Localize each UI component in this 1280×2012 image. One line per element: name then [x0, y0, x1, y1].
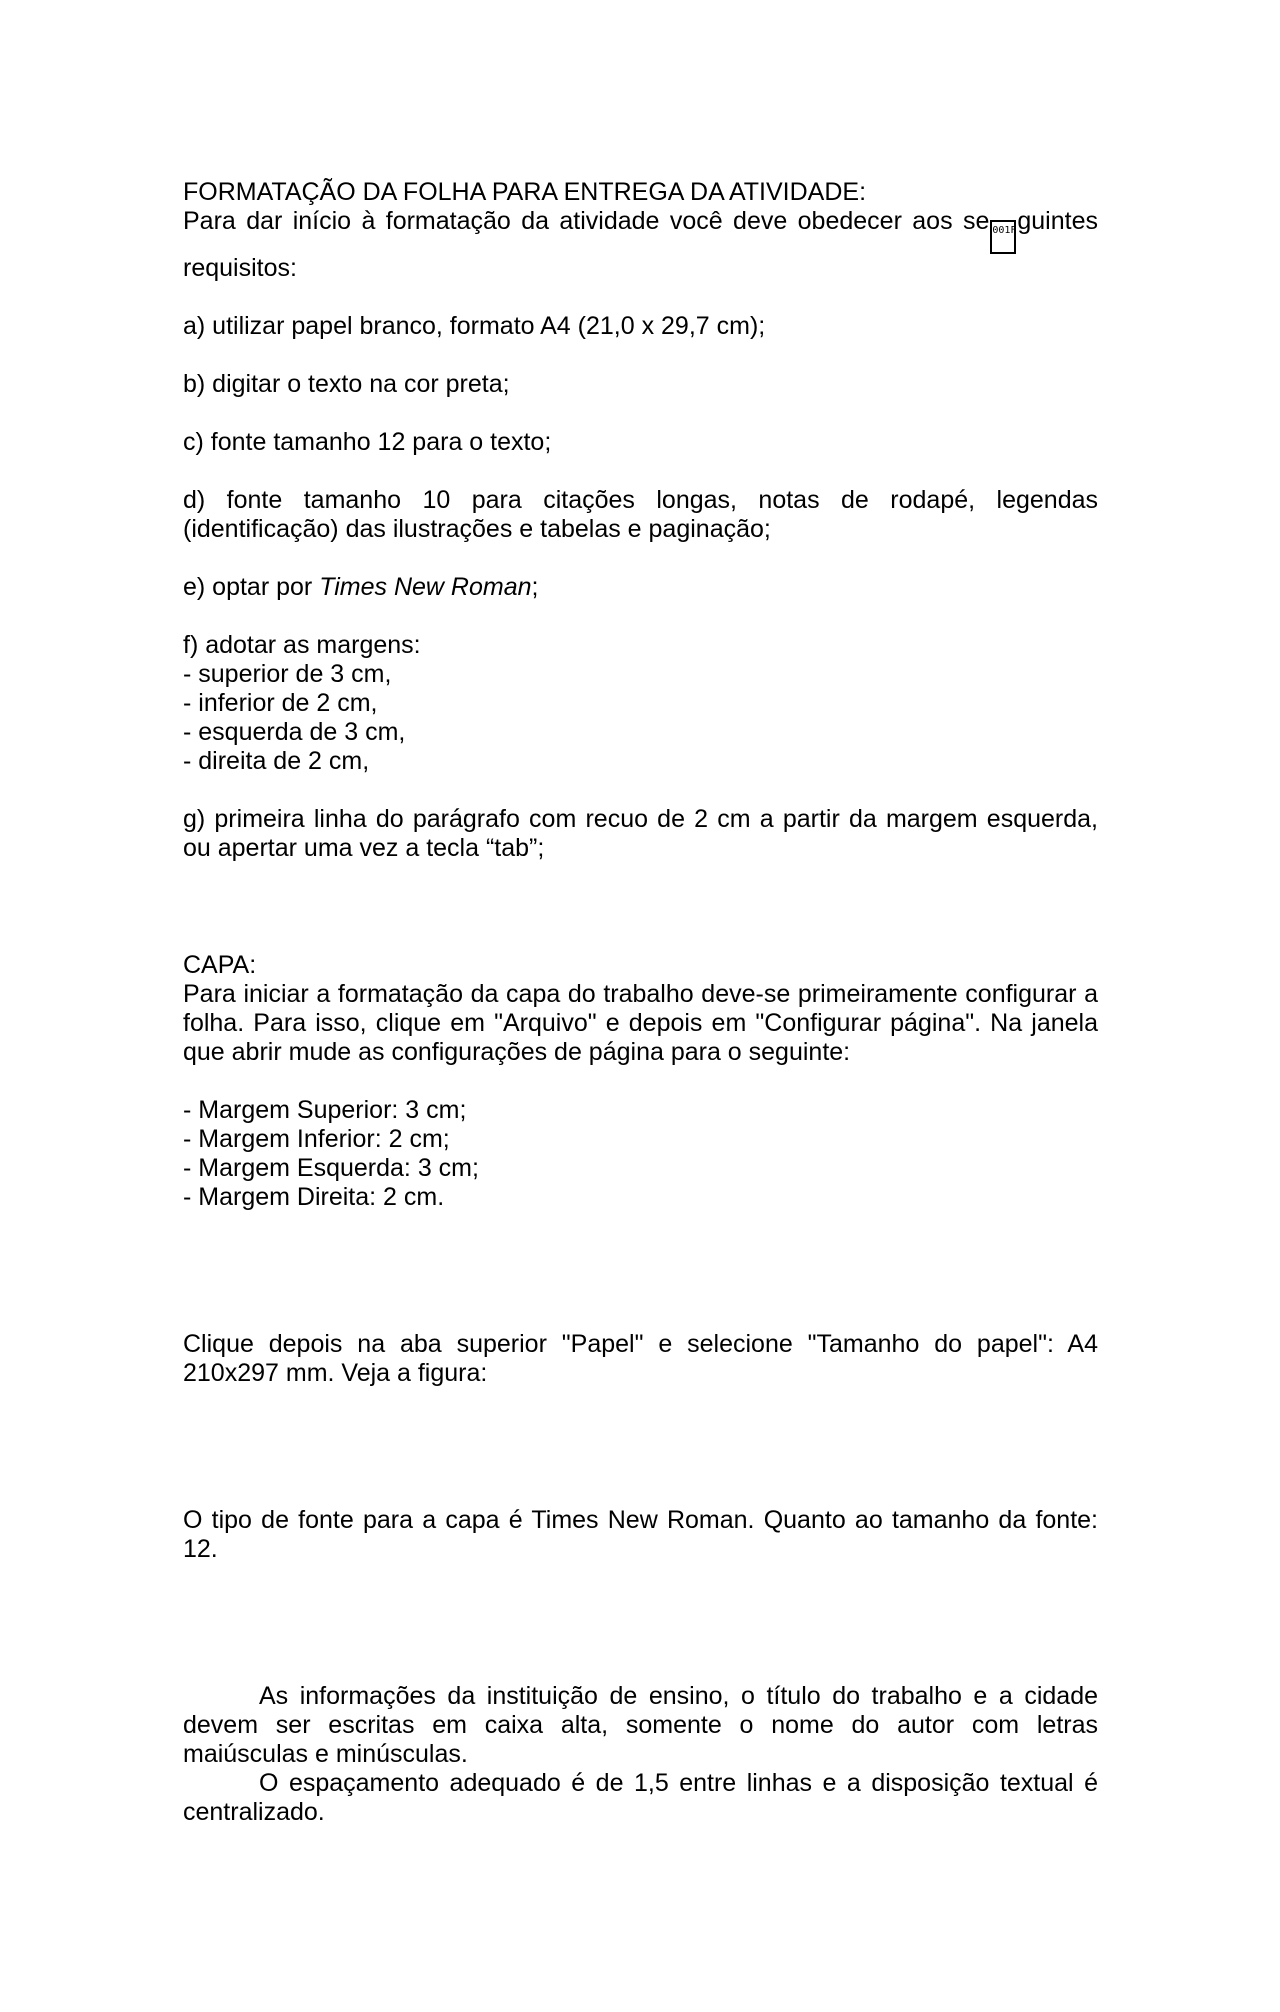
- requirement-d: d) fonte tamanho 10 para citações longas, notas de rodapé, legendas (identificação) das ilustrações e tabelas e paginação;: [183, 486, 1098, 543]
- requirement-c: c) fonte tamanho 12 para o texto;: [183, 428, 552, 456]
- requirement-e: [183, 573, 1098, 602]
- capa-margin-item: - Margem Direita: 2 cm.: [183, 1183, 445, 1211]
- intro-paragraph: [183, 207, 1098, 283]
- requirement-b: b) digitar o texto na cor preta;: [183, 370, 510, 398]
- section-title-formatacao: FORMATAÇÃO DA FOLHA PARA ENTREGA DA ATIVIDADE:: [183, 178, 867, 206]
- paper-instruction: Clique depois na aba superior "Papel" e selecione "Tamanho do papel": A4 210x297 mm. Veja a figura:: [183, 1330, 1098, 1387]
- margin-item: - direita de 2 cm,: [183, 747, 370, 775]
- requirement-f: f) adotar as margens:: [183, 631, 421, 659]
- margin-item: - inferior de 2 cm,: [183, 689, 378, 717]
- section-title-capa: CAPA:: [183, 951, 257, 979]
- margin-item: - superior de 3 cm,: [183, 660, 392, 688]
- requirement-e-prefix: e) optar por: [183, 573, 320, 601]
- requirement-e-font: Times New Roman: [319, 573, 532, 601]
- glyph-code: 001F: [992, 225, 1017, 236]
- requirement-a: a) utilizar papel branco, formato A4 (21,0 x 29,7 cm);: [183, 312, 766, 340]
- intro-text-start: Para dar início à formatação da atividade você deve obedecer aos se: [183, 207, 990, 235]
- capa-margin-item: - Margem Esquerda: 3 cm;: [183, 1154, 479, 1182]
- requirement-e-suffix: ;: [531, 573, 539, 601]
- spacing-info: O espaçamento adequado é de 1,5 entre linhas e a disposição textual é centralizado.: [183, 1769, 1098, 1826]
- requirement-g: g) primeira linha do parágrafo com recuo de 2 cm a partir da margem esquerda, ou apertar uma vez a tecla “tab”;: [183, 805, 1098, 862]
- capa-intro: Para iniciar a formatação da capa do trabalho deve-se primeiramente configurar a folha. Para isso, clique em "Arquivo" e depois em "Configurar página". Na janela que abrir mude as configurações de página para o seguinte:: [183, 980, 1098, 1066]
- document-page: [183, 178, 1098, 1827]
- institution-info: As informações da instituição de ensino, o título do trabalho e a cidade devem ser escritas em caixa alta, somente o nome do autor com letras maiúsculas e minúsculas.: [183, 1682, 1098, 1768]
- capa-margin-item: - Margem Inferior: 2 cm;: [183, 1125, 450, 1153]
- font-instruction: O tipo de fonte para a capa é Times New Roman. Quanto ao tamanho da fonte: 12.: [183, 1506, 1098, 1563]
- capa-margin-item: - Margem Superior: 3 cm;: [183, 1096, 467, 1124]
- margin-item: - esquerda de 3 cm,: [183, 718, 406, 746]
- intro-text-end: guintes requisitos:: [183, 207, 1098, 282]
- missing-glyph-icon: [990, 220, 1016, 254]
